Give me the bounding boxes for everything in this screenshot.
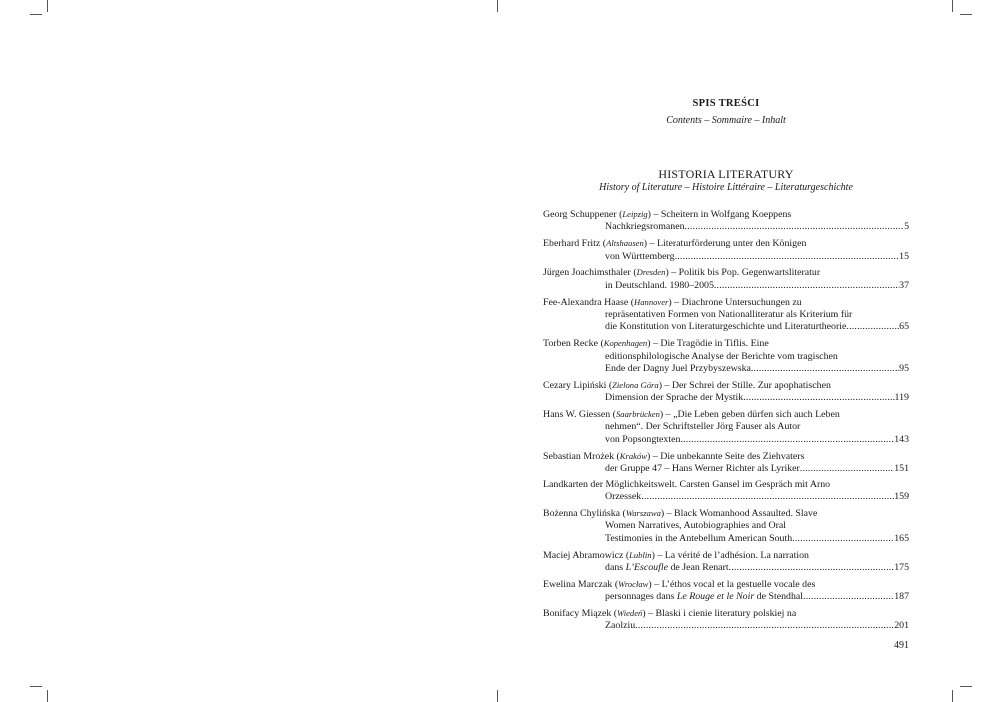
entry-title-last: Nachkriegsromanen [605, 221, 685, 233]
entry-title-last [605, 562, 729, 574]
entry-title-last-post: de Stendhal [754, 591, 804, 603]
toc-entry-first-line: Georg Schuppener (Leipzig) – Scheitern in Wolfgang Koeppens [543, 209, 792, 220]
dot-leader [803, 591, 894, 603]
section-title: HISTORIA LITERATURY [658, 167, 794, 181]
toc-entry[interactable] [543, 266, 909, 292]
entry-title-italic: L’Escoufle [625, 562, 668, 574]
entry-place: Hannover [634, 296, 669, 307]
crop-mark-bottom-right-v [952, 690, 953, 702]
entry-title-first: – Scheitern in Wolfgang Koeppens [653, 209, 792, 220]
toc-entry-first-line: Hans W. Giessen (Saarbrücken) – „Die Leben geben dürfen sich auch Leben [543, 409, 840, 421]
toc-entry[interactable] [543, 507, 909, 545]
entry-author: Jürgen Joachimsthaler [543, 267, 631, 279]
toc-entry[interactable] [543, 578, 909, 604]
entry-page-number: 37 [899, 279, 909, 291]
entry-author: Hans W. Giessen [543, 409, 611, 421]
entry-title-continuation: repräsentativen Formen von Nationalliteratur als Kriterium für [605, 309, 853, 321]
toc-entry-last-line [543, 392, 909, 404]
dot-leader [635, 620, 894, 632]
entry-author: Ewelina Marczak [543, 578, 613, 590]
entry-title-first: – Die Tragödie in Tiflis. Eine [652, 338, 769, 350]
entry-page-number: 201 [894, 620, 909, 632]
entry-page-number: 15 [899, 250, 909, 262]
page-number: 491 [894, 640, 909, 651]
entry-author: Bożenna Chylińska [543, 508, 621, 520]
entry-title-last-pre: dans [605, 562, 626, 574]
entry-title-last: Zaolziu [605, 620, 636, 632]
entry-title-first: – Literaturförderung unter den Königen [649, 238, 807, 250]
toc-entry[interactable] [543, 337, 909, 375]
entry-author: Torben Recke [543, 338, 598, 350]
entry-author: Maciej Abramowicz [543, 549, 624, 561]
crop-mark-top-right-h [960, 14, 972, 15]
entry-page-number: 165 [894, 532, 909, 544]
page-title: SPIS TREŚCI [692, 98, 760, 109]
toc-entry-first-line: Sebastian Mrożek (Kraków) – Die unbekannte Seite des Ziehvaters [543, 450, 805, 462]
section-subtitle: History of Literature – Histoire Littéraire – Literaturgeschichte [599, 182, 853, 193]
entry-title-continuation: nehmen“. Der Schriftsteller Jörg Fauser als Autor [605, 421, 801, 433]
toc-entry-last-line [543, 591, 909, 603]
entry-title-first: – La vérité de l’adhésion. La narration [657, 549, 809, 561]
entry-title-first: – Black Womanhood Assaulted. Slave [666, 508, 818, 520]
entry-title-last: Testimonies in the Antebellum American South [605, 532, 793, 544]
dot-leader [685, 221, 905, 233]
toc-entry-first-line: Eberhard Fritz (Altshausen) – Literaturförderung unter den Königen [543, 238, 807, 250]
entry-place: Wiedeń [617, 608, 643, 619]
entry-title-first: – Diachrone Untersuchungen zu [674, 296, 802, 308]
toc-entry[interactable] [543, 479, 909, 504]
toc-entry[interactable] [543, 549, 909, 575]
entry-title-last: der Gruppe 47 – Hans Werner Richter als Lyriker [605, 463, 800, 475]
entry-title-last: Dimension der Sprache der Mystik [605, 392, 744, 404]
crop-mark-top-left-v [47, 0, 48, 12]
dot-leader [675, 251, 900, 263]
table-of-contents [543, 208, 909, 636]
entry-title-first: – Der Schrei der Stille. Zur apophatischen [664, 379, 831, 391]
toc-entry-first-line: Jürgen Joachimsthaler (Dresden) – Politik bis Pop. Gegenwartsliteratur [543, 267, 821, 279]
entry-place: Zielona Góra [612, 379, 659, 390]
entry-author: Georg Schuppener [543, 209, 617, 220]
toc-entry-last-line [543, 620, 909, 632]
dot-leader [729, 562, 895, 574]
entry-title-last [605, 591, 803, 603]
crop-mark-top-right-v [952, 0, 953, 12]
entry-place: Lublin [629, 549, 652, 560]
entry-page-number: 119 [894, 392, 909, 404]
toc-entry-first-line [543, 479, 909, 491]
toc-entry[interactable] [543, 208, 909, 234]
toc-entry[interactable] [543, 450, 909, 476]
dot-leader [846, 321, 899, 333]
toc-entry-last-line [543, 434, 909, 446]
entry-title-continuation: Women Narratives, Autobiographies and Oral [605, 520, 787, 532]
dot-leader [714, 280, 899, 292]
entry-page-number: 187 [894, 591, 909, 603]
dot-leader [751, 363, 899, 375]
entry-place: Leipzig [622, 209, 648, 219]
toc-entry[interactable] [543, 237, 909, 263]
entry-title-first: – L’éthos vocal et la gestuelle vocale des [654, 578, 816, 590]
toc-entry-last-line [543, 363, 909, 375]
entry-title-continuation: editionsphilologische Analyse der Berichte vom tragischen [605, 350, 838, 362]
entry-title-last-post: de Jean Renart [668, 562, 729, 574]
entry-page-number: 175 [894, 562, 909, 574]
entry-title-last: in Deutschland. 1980–2005 [605, 279, 714, 291]
dot-leader [743, 392, 894, 404]
entry-title-last: von Popsongtexten [605, 433, 681, 445]
entry-author: Cezary Lipiński [543, 379, 607, 391]
crop-mark-bottom-left-v [47, 690, 48, 702]
crop-mark-top-center-v [497, 0, 498, 12]
page-subtitle: Contents – Sommaire – Inhalt [666, 115, 786, 126]
entry-author: Bonifacy Miązek [543, 608, 612, 620]
dot-leader [792, 533, 894, 545]
crop-mark-top-left-h [30, 14, 42, 15]
entry-title-italic: Le Rouge et le Noir [676, 591, 755, 603]
entry-title-first: – Blaski i cienie literatury polskiej na [648, 608, 797, 620]
entry-author: Fee-Alexandra Haase [543, 296, 629, 308]
toc-entry-first-line: Fee-Alexandra Haase (Hannover) – Diachrone Untersuchungen zu [543, 296, 802, 308]
entry-title-last: Orzessek [605, 491, 642, 503]
entry-place: Kraków [619, 450, 648, 461]
toc-entry[interactable] [543, 296, 909, 334]
entry-page-number: 95 [899, 363, 909, 375]
toc-entry-first-line: Bonifacy Miązek (Wiedeń) – Blaski i cienie literatury polskiej na [543, 608, 797, 620]
entry-title-last-pre: personnages dans [605, 591, 677, 603]
toc-entry-first-line: Cezary Lipiński (Zielona Góra) – Der Schrei der Stille. Zur apophatischen [543, 379, 831, 391]
toc-entry-last-line [543, 251, 909, 263]
toc-entry-last-line [543, 562, 909, 574]
dot-leader [680, 434, 894, 446]
entry-place: Kopenhagen [603, 338, 648, 349]
entry-page-number: 65 [899, 321, 909, 333]
entry-page-number: 159 [894, 491, 909, 503]
toc-entry-last-line [543, 221, 909, 233]
entry-place: Wrocław [618, 578, 649, 589]
toc-entry-last-line [543, 463, 909, 475]
entry-author: Sebastian Mrożek [543, 450, 615, 462]
entry-place: Warszawa [625, 508, 661, 519]
toc-entry-last-line [543, 491, 909, 503]
entry-page-number: 5 [904, 221, 909, 233]
entry-place: Altshausen [606, 238, 644, 249]
crop-mark-bottom-left-h [30, 686, 42, 687]
toc-entry-last-line [543, 280, 909, 292]
entry-page-number: 151 [894, 463, 909, 475]
toc-entry-last-line [543, 533, 909, 545]
toc-entry[interactable] [543, 607, 909, 633]
entry-place: Saarbrücken [615, 409, 660, 420]
entry-title-last: Ende der Dagny Juel Przybyszewska [605, 363, 751, 375]
dot-leader [800, 463, 894, 475]
entry-place: Dresden [636, 267, 666, 278]
entry-title-first: – Die unbekannte Seite des Ziehvaters [652, 450, 805, 462]
entry-title-first: – „Die Leben geben dürfen sich auch Leben [665, 409, 840, 421]
dot-leader [641, 491, 894, 503]
entry-page-number: 143 [894, 433, 909, 445]
entry-title-first: – Politik bis Pop. Gegenwartsliteratur [671, 267, 821, 279]
entry-title-last: die Konstitution von Literaturgeschichte und Literaturtheorie [605, 321, 847, 333]
toc-entry-first-line: Maciej Abramowicz (Lublin) – La vérité de l’adhésion. La narration [543, 549, 809, 561]
entry-author: Eberhard Fritz [543, 238, 601, 250]
toc-entry[interactable] [543, 379, 909, 405]
toc-entry-last-line [543, 321, 909, 333]
toc-entry-first-line: Ewelina Marczak (Wrocław) – L’éthos vocal et la gestuelle vocale des [543, 578, 816, 590]
crop-mark-bottom-right-h [960, 686, 972, 687]
entry-title-last: von Württemberg [605, 250, 675, 262]
crop-mark-bottom-center-v [497, 690, 498, 702]
entry-title-first: Landkarten der Möglichkeitswelt. Carsten Gansel im Gespräch mit Arno [543, 478, 831, 490]
toc-entry-first-line: Torben Recke (Kopenhagen) – Die Tragödie in Tiflis. Eine [543, 338, 769, 350]
toc-entry-first-line: Bożenna Chylińska (Warszawa) – Black Womanhood Assaulted. Slave [543, 508, 818, 520]
toc-entry[interactable] [543, 408, 909, 446]
